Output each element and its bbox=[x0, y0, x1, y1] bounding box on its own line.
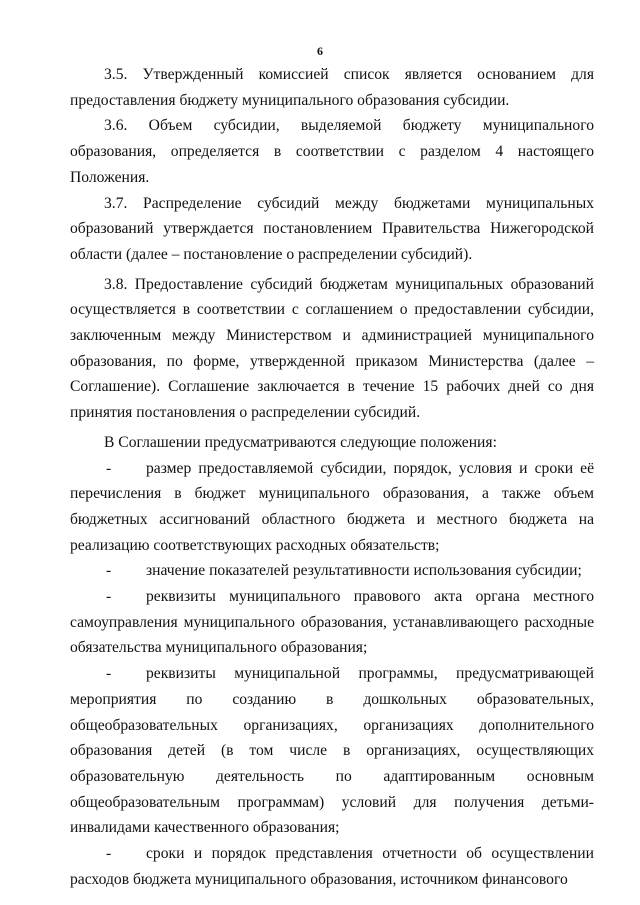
list-dash: - bbox=[106, 562, 112, 580]
list-item-text: размер предоставляемой субсидии, порядок, условия и сроки её перечисления в бюджет муниципального образования, а также объем бюджетных ассигнований областного бюджета и местного бюджета на реализацию соответствующих расходных обязательств; bbox=[70, 459, 594, 554]
paragraph-3-6: 3.6. Объем субсидии, выделяемой бюджету муниципального образования, определяется в соответствии с разделом 4 настоящего Положения. bbox=[70, 117, 594, 186]
list-item-text: сроки и порядок представления отчетности об осуществлении расходов бюджета муниципального образования, источником финансового bbox=[70, 845, 594, 888]
list-item-text: реквизиты муниципального правового акта органа местного самоуправления муниципального образования, устанавливающего расходные обязательства муниципального образования; bbox=[70, 588, 594, 657]
list-dash: - bbox=[106, 845, 112, 863]
list-item-text: реквизиты муниципальной программы, предусматривающей мероприятия по созданию в дошкольных образовательных, общеобразовательных организациях, организациях дополнительного образования детей (в том числе в организациях, осуществляющих образовательную деятельность по адаптированным основным общеобразовательным программам) условий для получения детьми-инвалидами качественного образования; bbox=[70, 665, 594, 837]
paragraph-3-7: 3.7. Распределение субсидий между бюджетами муниципальных образований утверждается постановлением Правительства Нижегородской области (далее – постановление о распределении субсидий). bbox=[70, 194, 594, 263]
list-item bbox=[70, 841, 594, 892]
paragraph-3-8: 3.8. Предоставление субсидий бюджетам муниципальных образований осуществляется в соответствии с соглашением о предоставлении субсидии, заключенным между Министерством и администрацией муниципального образования, по форме, утвержденной приказом Министерства (далее – Соглашение). Соглашение заключается в течение 15 рабочих дней со дня принятия постановления о распределении субсидий. bbox=[70, 275, 594, 422]
list-item bbox=[70, 558, 594, 584]
list-item bbox=[70, 584, 594, 661]
list-item bbox=[70, 661, 594, 841]
paragraph-3-5: 3.5. Утвержденный комиссией список является основанием для предоставления бюджету муниципального образования субсидии. bbox=[70, 66, 594, 109]
agreement-intro: В Соглашении предусматриваются следующие положения: bbox=[104, 433, 497, 451]
page-number: 6 bbox=[317, 44, 323, 58]
document-body bbox=[70, 62, 594, 893]
list-item bbox=[70, 456, 594, 559]
list-item-text: значение показателей результативности использования субсидии; bbox=[146, 562, 582, 580]
list-dash: - bbox=[106, 588, 112, 606]
list-dash: - bbox=[106, 665, 112, 683]
list-dash: - bbox=[106, 459, 112, 477]
